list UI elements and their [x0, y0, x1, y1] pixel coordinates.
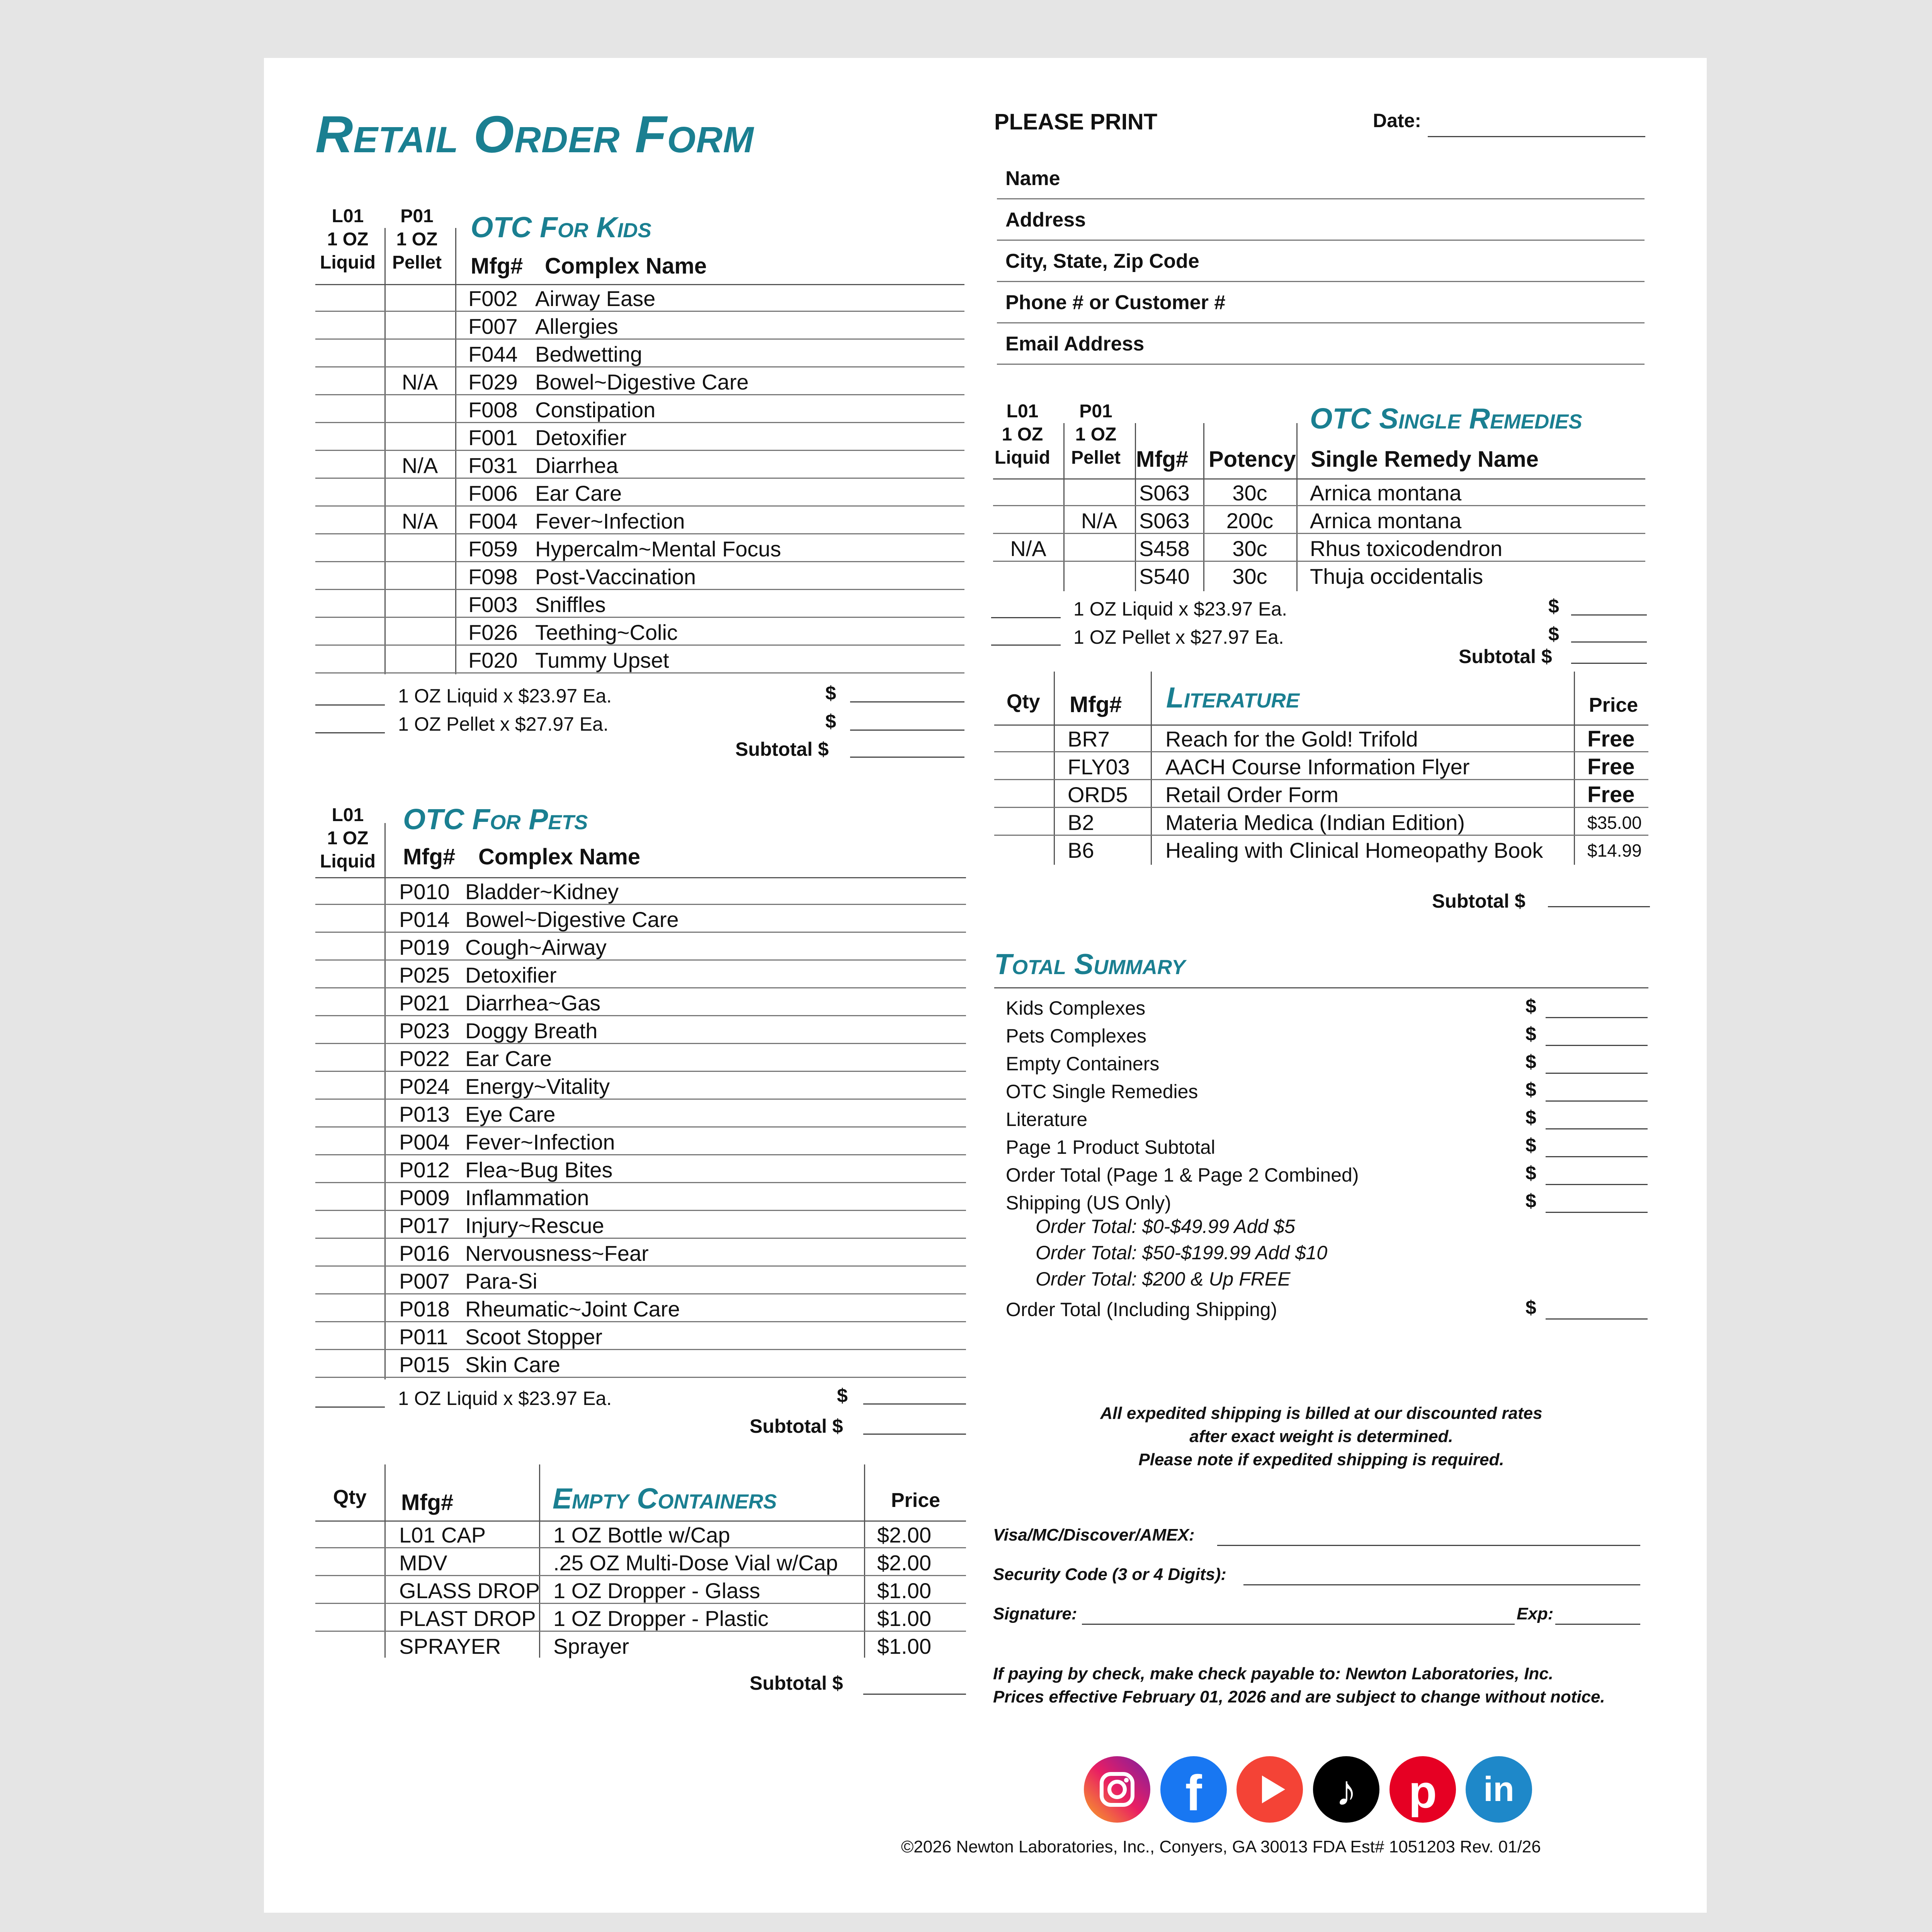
literature-price-cell: Free	[1587, 726, 1635, 752]
summary-item-label: Page 1 Product Subtotal	[1006, 1136, 1216, 1158]
customer-field-3[interactable]	[997, 282, 1645, 323]
customer-field-label: Address	[1005, 209, 1086, 231]
singles-section-heading: OTC Single Remedies	[1310, 402, 1582, 435]
containers-price-header: Price	[891, 1489, 940, 1512]
pets-mfg-cell: P011	[399, 1325, 448, 1349]
pets-mfg-cell: P023	[399, 1019, 450, 1043]
kids-name-cell: Constipation	[535, 398, 656, 422]
customer-field-label: Phone # or Customer #	[1005, 291, 1226, 314]
pets-liquid-price: 1 OZ Liquid x $23.97 Ea.	[398, 1388, 612, 1409]
kids-pellet-cell: N/A	[401, 509, 438, 533]
summary-section-heading: Total Summary	[994, 948, 1185, 980]
literature-section-heading: Literature	[1166, 681, 1300, 714]
summary-amount-field[interactable]	[1546, 1184, 1648, 1185]
literature-price-cell: Free	[1587, 754, 1635, 779]
pets-subtotal-field[interactable]	[863, 1434, 966, 1435]
pets-name-cell: Rheumatic~Joint Care	[465, 1297, 680, 1321]
pets-name-cell: Fever~Infection	[465, 1130, 615, 1154]
pets-mfg-cell: P017	[399, 1213, 450, 1238]
summary-amount-field[interactable]	[1546, 1017, 1648, 1018]
pets-name-cell: Cough~Airway	[465, 935, 607, 959]
singles-liquid-qty-field[interactable]	[991, 617, 1061, 618]
literature-name-cell: Retail Order Form	[1165, 782, 1339, 807]
pets-mfg-cell: P009	[399, 1185, 450, 1210]
singles-mfg-cell: S063	[1139, 481, 1190, 505]
exp-label: Exp:	[1517, 1604, 1554, 1623]
singles-mfg-header: Mfg#	[1136, 447, 1189, 472]
containers-price-cell: $2.00	[877, 1551, 932, 1575]
literature-name-cell: Materia Medica (Indian Edition)	[1165, 810, 1465, 835]
card-number-label: Visa/MC/Discover/AMEX:	[993, 1526, 1195, 1544]
pets-name-cell: Eye Care	[465, 1102, 556, 1126]
pets-subtotal-label: Subtotal $	[750, 1415, 843, 1437]
pets-name-cell: Nervousness~Fear	[465, 1241, 649, 1265]
pets-mfg-cell: P007	[399, 1269, 450, 1293]
summary-item-label: Pets Complexes	[1006, 1025, 1147, 1047]
kids-liquid-total-field[interactable]	[850, 701, 964, 702]
kids-name-cell: Ear Care	[535, 481, 622, 505]
containers-name-cell: Sprayer	[553, 1634, 629, 1658]
kids-mfg-cell: F020	[468, 648, 518, 672]
shipping-rate-note: Order Total: $50-$199.99 Add $10	[1036, 1242, 1328, 1264]
kids-name-cell: Post-Vaccination	[535, 565, 696, 589]
singles-liquid-cell: N/A	[1010, 536, 1046, 561]
containers-price-cell: $1.00	[877, 1578, 932, 1603]
containers-name-cell: 1 OZ Bottle w/Cap	[553, 1523, 730, 1547]
literature-price-cell: $14.99	[1587, 840, 1642, 861]
date-field[interactable]	[1428, 136, 1645, 137]
customer-field-label: Email Address	[1005, 333, 1145, 355]
customer-field-1[interactable]	[997, 200, 1645, 241]
shipping-rate-note: Order Total: $0-$49.99 Add $5	[1036, 1216, 1295, 1237]
kids-liquid-price: 1 OZ Liquid x $23.97 Ea.	[398, 685, 612, 707]
singles-name-header: Single Remedy Name	[1311, 447, 1539, 472]
kids-name-cell: Sniffles	[535, 592, 606, 617]
signature-label: Signature:	[993, 1604, 1077, 1623]
summary-item-label: Order Total (Page 1 & Page 2 Combined)	[1006, 1164, 1359, 1186]
pets-name-cell: Doggy Breath	[465, 1019, 598, 1043]
containers-price-cell: $2.00	[877, 1523, 932, 1547]
summary-item-label: Kids Complexes	[1006, 997, 1146, 1019]
literature-qty-header: Qty	[1007, 690, 1040, 713]
kids-name-header: Complex Name	[545, 253, 707, 279]
pets-name-cell: Skin Care	[465, 1352, 560, 1377]
pets-mfg-cell: P012	[399, 1158, 450, 1182]
kids-section-heading: OTC For Kids	[471, 211, 651, 243]
summary-final-field[interactable]	[1546, 1318, 1648, 1320]
containers-qty-header: Qty	[333, 1486, 367, 1509]
please-print-label: PLEASE PRINT	[994, 109, 1158, 134]
kids-mfg-cell: F031	[468, 453, 518, 478]
summary-amount-field[interactable]	[1546, 1212, 1648, 1213]
kids-mfg-cell: F044	[468, 342, 518, 366]
pets-mfg-cell: P022	[399, 1046, 450, 1071]
singles-potency-cell: 30c	[1232, 536, 1267, 561]
pets-mfg-cell: P019	[399, 935, 450, 959]
singles-name-cell: Arnica montana	[1310, 481, 1462, 505]
containers-mfg-header: Mfg#	[401, 1490, 454, 1515]
pets-mfg-cell: P025	[399, 963, 450, 987]
pinterest-icon[interactable]: p	[1389, 1756, 1456, 1823]
kids-pellet-cell: N/A	[401, 453, 438, 478]
kids-name-cell: Airway Ease	[535, 286, 656, 311]
summary-amount-field[interactable]	[1546, 1128, 1648, 1129]
summary-amount-field[interactable]	[1546, 1156, 1648, 1157]
pets-mfg-cell: P010	[399, 879, 450, 904]
pets-name-cell: Bowel~Digestive Care	[465, 907, 679, 932]
containers-mfg-cell: SPRAYER	[399, 1634, 501, 1658]
pets-liquid-qty-field[interactable]	[315, 1406, 385, 1408]
kids-row[interactable]	[315, 423, 964, 451]
pets-mfg-cell: P015	[399, 1352, 450, 1377]
singles-pellet-column-header: P01 1 OZ Pellet	[1071, 401, 1121, 468]
form-title: Retail Order Form	[315, 105, 754, 163]
singles-liquid-total-field[interactable]	[1571, 614, 1647, 616]
literature-name-cell: Healing with Clinical Homeopathy Book	[1165, 838, 1543, 862]
pets-liquid-total-field[interactable]	[863, 1403, 966, 1405]
kids-pellet-price: 1 OZ Pellet x $27.97 Ea.	[398, 713, 609, 735]
kids-pellet-column-header: P01 1 OZ Pellet	[392, 206, 442, 273]
kids-mfg-cell: F007	[468, 314, 518, 338]
summary-item-label: OTC Single Remedies	[1006, 1081, 1198, 1102]
containers-mfg-cell: GLASS DROP	[399, 1578, 540, 1603]
summary-amount-field[interactable]	[1546, 1100, 1648, 1102]
literature-name-cell: AACH Course Information Flyer	[1165, 755, 1470, 779]
singles-name-cell: Thuja occidentalis	[1310, 564, 1483, 588]
customer-field-4[interactable]	[997, 324, 1645, 365]
kids-mfg-cell: F059	[468, 537, 518, 561]
kids-row[interactable]	[315, 590, 964, 618]
linkedin-icon[interactable]: in	[1466, 1756, 1532, 1823]
singles-subtotal-field[interactable]	[1571, 663, 1647, 664]
containers-mfg-cell: L01 CAP	[399, 1523, 486, 1547]
security-code-field[interactable]	[1243, 1584, 1640, 1585]
kids-pellet-cell: N/A	[401, 370, 438, 394]
kids-name-cell: Detoxifier	[535, 425, 627, 450]
containers-price-cell: $1.00	[877, 1634, 932, 1658]
literature-price-cell: Free	[1587, 782, 1635, 807]
literature-mfg-cell: ORD5	[1068, 782, 1128, 807]
singles-potency-header: Potency	[1209, 447, 1296, 472]
singles-liquid-price: 1 OZ Liquid x $23.97 Ea.	[1073, 598, 1287, 620]
pets-liquid-column-header: L01 1 OZ Liquid	[320, 805, 376, 872]
kids-name-cell: Teething~Colic	[535, 620, 678, 645]
singles-liquid-column-header: L01 1 OZ Liquid	[995, 401, 1050, 468]
pets-mfg-cell: P014	[399, 907, 450, 932]
kids-name-cell: Fever~Infection	[535, 509, 685, 533]
kids-pellet-qty-field[interactable]	[315, 732, 385, 733]
shipping-rate-note: Order Total: $200 & Up FREE	[1036, 1268, 1291, 1290]
literature-mfg-header: Mfg#	[1070, 692, 1122, 717]
summary-final-label: Order Total (Including Shipping)	[1006, 1299, 1277, 1320]
kids-mfg-cell: F098	[468, 565, 518, 589]
kids-name-cell: Allergies	[535, 314, 618, 338]
literature-name-cell: Reach for the Gold! Trifold	[1165, 727, 1418, 751]
kids-mfg-cell: F026	[468, 620, 518, 645]
pets-mfg-cell: P024	[399, 1074, 450, 1099]
literature-subtotal-field[interactable]	[1548, 906, 1650, 907]
pets-name-cell: Diarrhea~Gas	[465, 991, 601, 1015]
summary-item-label: Shipping (US Only)	[1006, 1192, 1171, 1214]
kids-name-cell: Hypercalm~Mental Focus	[535, 537, 781, 561]
summary-item-label: Empty Containers	[1006, 1053, 1160, 1075]
singles-pellet-qty-field[interactable]	[991, 645, 1061, 646]
instagram-icon[interactable]	[1084, 1756, 1150, 1823]
singles-potency-cell: 30c	[1232, 564, 1267, 588]
pets-mfg-cell: P016	[399, 1241, 450, 1265]
kids-liquid-qty-field[interactable]	[315, 704, 385, 706]
exp-field[interactable]	[1555, 1624, 1640, 1625]
pets-name-cell: Inflammation	[465, 1185, 589, 1210]
kids-row[interactable]	[315, 312, 964, 340]
kids-name-cell: Bowel~Digestive Care	[535, 370, 749, 394]
pets-name-cell: Bladder~Kidney	[465, 879, 619, 904]
kids-mfg-cell: F003	[468, 592, 518, 617]
singles-potency-cell: 200c	[1226, 509, 1274, 533]
kids-subtotal-label: Subtotal $	[735, 738, 829, 760]
pets-name-header: Complex Name	[478, 844, 641, 869]
pets-section-heading: OTC For Pets	[403, 803, 588, 835]
containers-subtotal-label: Subtotal $	[750, 1672, 843, 1694]
kids-pellet-total-field[interactable]	[850, 730, 964, 731]
signature-field[interactable]	[1082, 1624, 1515, 1625]
singles-mfg-cell: S540	[1139, 564, 1190, 588]
summary-amount-field[interactable]	[1546, 1045, 1648, 1046]
literature-mfg-cell: B2	[1068, 810, 1094, 835]
customer-field-label: Name	[1005, 167, 1060, 190]
kids-row[interactable]	[315, 479, 964, 507]
singles-name-cell: Rhus toxicodendron	[1310, 536, 1503, 561]
pets-mfg-cell: P021	[399, 991, 450, 1015]
pets-mfg-cell: P004	[399, 1130, 450, 1154]
kids-name-cell: Bedwetting	[535, 342, 643, 366]
pets-name-cell: Ear Care	[465, 1046, 552, 1071]
containers-price-cell: $1.00	[877, 1606, 932, 1631]
literature-subtotal-label: Subtotal $	[1432, 890, 1526, 912]
literature-price-header: Price	[1589, 694, 1638, 716]
containers-mfg-cell: PLAST DROP	[399, 1606, 536, 1631]
footer-copyright: ©2026 Newton Laboratories, Inc., Conyers, GA 30013 FDA Est# 1051203 Rev. 01/26	[901, 1837, 1541, 1856]
security-code-label: Security Code (3 or 4 Digits):	[993, 1565, 1226, 1584]
kids-name-cell: Diarrhea	[535, 453, 618, 478]
youtube-icon[interactable]	[1236, 1756, 1303, 1823]
containers-section-heading: Empty Containers	[553, 1482, 777, 1515]
singles-mfg-cell: S458	[1139, 536, 1190, 561]
pets-name-cell: Detoxifier	[465, 963, 557, 987]
containers-name-cell: 1 OZ Dropper - Plastic	[553, 1606, 769, 1631]
pets-mfg-cell: P018	[399, 1297, 450, 1321]
customer-field-2[interactable]	[997, 241, 1645, 282]
kids-mfg-cell: F002	[468, 286, 518, 311]
pets-name-cell: Para-Si	[465, 1269, 537, 1293]
containers-mfg-cell: MDV	[399, 1551, 447, 1575]
summary-amount-field[interactable]	[1546, 1073, 1648, 1074]
kids-name-cell: Tummy Upset	[535, 648, 669, 672]
kids-subtotal-field[interactable]	[850, 757, 964, 758]
kids-mfg-cell: F029	[468, 370, 518, 394]
singles-pellet-price: 1 OZ Pellet x $27.97 Ea.	[1073, 626, 1284, 648]
containers-subtotal-field[interactable]	[863, 1694, 966, 1695]
pets-mfg-header: Mfg#	[403, 844, 456, 869]
kids-liquid-column-header: L01 1 OZ Liquid	[320, 206, 376, 273]
pets-name-cell: Flea~Bug Bites	[465, 1158, 613, 1182]
check-payment-note: If paying by check, make check payable to: Newton Laboratories, Inc. Prices effective February 01, 2026 and are subject to change without notice.	[993, 1664, 1605, 1706]
tiktok-icon[interactable]: ♪	[1313, 1756, 1379, 1823]
facebook-icon[interactable]: f	[1160, 1756, 1227, 1823]
singles-subtotal-label: Subtotal $	[1459, 646, 1552, 667]
kids-mfg-cell: F008	[468, 398, 518, 422]
containers-name-cell: 1 OZ Dropper - Glass	[553, 1578, 760, 1603]
kids-mfg-cell: F004	[468, 509, 518, 533]
expedited-shipping-note: All expedited shipping is billed at our discounted rates after exact weight is determined. Please note if expedited shipping is required.	[1100, 1404, 1543, 1469]
singles-name-cell: Arnica montana	[1310, 509, 1462, 533]
customer-field-label: City, State, Zip Code	[1005, 250, 1199, 272]
literature-mfg-cell: FLY03	[1068, 755, 1130, 779]
containers-name-cell: .25 OZ Multi-Dose Vial w/Cap	[553, 1551, 838, 1575]
date-label: Date:	[1373, 110, 1422, 131]
literature-mfg-cell: B6	[1068, 838, 1094, 862]
singles-pellet-total-field[interactable]	[1571, 641, 1647, 643]
singles-mfg-cell: S063	[1139, 509, 1190, 533]
pets-name-cell: Scoot Stopper	[465, 1325, 602, 1349]
singles-pellet-cell: N/A	[1081, 509, 1117, 533]
customer-field-0[interactable]	[997, 158, 1645, 199]
summary-item-label: Literature	[1006, 1109, 1088, 1130]
kids-mfg-cell: F001	[468, 425, 518, 450]
kids-mfg-header: Mfg#	[471, 253, 523, 279]
kids-mfg-cell: F006	[468, 481, 518, 505]
pets-mfg-cell: P013	[399, 1102, 450, 1126]
literature-mfg-cell: BR7	[1068, 727, 1110, 751]
card-number-field[interactable]	[1217, 1545, 1640, 1546]
pets-name-cell: Injury~Rescue	[465, 1213, 604, 1238]
singles-potency-cell: 30c	[1232, 481, 1267, 505]
literature-price-cell: $35.00	[1587, 813, 1642, 833]
pets-name-cell: Energy~Vitality	[465, 1074, 610, 1099]
